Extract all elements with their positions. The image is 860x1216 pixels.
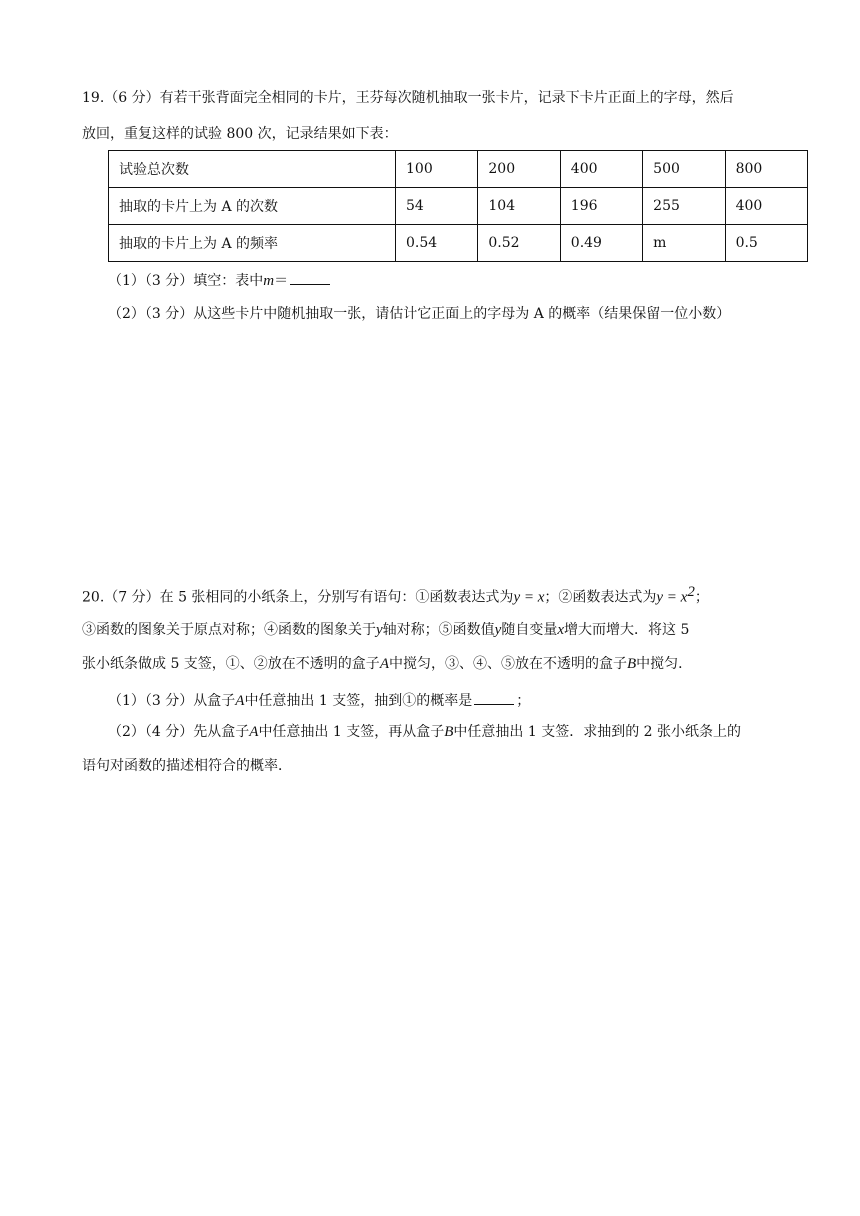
q20-text: 中任意抽出 1 支签．求抽到的 2 张小纸条上的 [453, 724, 742, 740]
q19-sub1-prefix: （1）（3 分）填空：表中 [108, 273, 264, 289]
q20-text: 轴对称；⑤函数值 [382, 622, 495, 638]
table-cell: 255 [643, 188, 725, 225]
var-m: m [263, 273, 275, 289]
q20-text: 随自变量 [501, 622, 558, 638]
q20-text: 中搅匀． [636, 656, 693, 672]
q20-text: （1）（3 分）从盒子 [108, 693, 236, 709]
var-x: x [557, 622, 565, 638]
table-header-cell: 试验总次数 [109, 151, 396, 188]
results-table [108, 150, 808, 262]
table-cell: 196 [560, 188, 642, 225]
q20-text: 20.（7 分）在 5 张相同的小纸条上，分别写有语句：①函数表达式为 [82, 589, 514, 606]
q20-text: ③函数的图象关于原点对称；④函数的图象关于 [82, 622, 376, 638]
q20-line-2 [82, 620, 689, 640]
q20-line-1 [82, 582, 709, 608]
table-row [109, 151, 808, 188]
q20-text: 张小纸条做成 5 支签，①、②放在不透明的盒子 [82, 656, 380, 672]
q20-text: 中任意抽出 1 支签，再从盒子 [258, 724, 445, 740]
answer-blank[interactable] [474, 690, 514, 705]
table-cell: 0.5 [725, 225, 807, 262]
table-row [109, 225, 808, 262]
q19-sub1 [108, 270, 332, 291]
q20-text: ； [694, 589, 709, 606]
box-b-label: B [444, 724, 454, 740]
table-cell: 0.54 [396, 225, 478, 262]
table-cell: 54 [396, 188, 478, 225]
q20-sub2 [108, 722, 741, 742]
box-a-label: A [379, 656, 389, 672]
table-cell: m [643, 225, 725, 262]
table-header-cell: 抽取的卡片上为 A 的次数 [109, 188, 396, 225]
table-cell: 0.52 [478, 225, 560, 262]
q20-text: ； [516, 693, 531, 709]
q20-line-3 [82, 654, 692, 674]
table-cell: 400 [725, 188, 807, 225]
equals-sign: ＝ [274, 273, 289, 289]
q20-line-6: 语句对函数的描述相符合的概率． [82, 758, 292, 774]
table-cell: 200 [478, 151, 560, 188]
q20-text: ；②函数表达式为 [544, 589, 657, 606]
table-cell: 800 [725, 151, 807, 188]
formula-y-equals-x: y = x [513, 589, 545, 606]
q19-line-2: 放回，重复这样的试验 800 次，记录结果如下表： [82, 126, 398, 142]
box-a-label: A [235, 693, 245, 709]
box-b-label: B [626, 656, 637, 672]
table-cell: 400 [560, 151, 642, 188]
table-header-cell: 抽取的卡片上为 A 的频率 [109, 225, 396, 262]
table-cell: 104 [478, 188, 560, 225]
var-y: y [376, 622, 383, 638]
q19-line-1: 19.（6 分）有若干张背面完全相同的卡片，王芬每次随机抽取一张卡片，记录下卡片正面上的字母，然后 [82, 90, 734, 106]
q20-text: 中搅匀，③、④、⑤放在不透明的盒子 [388, 656, 627, 672]
answer-blank[interactable] [290, 270, 330, 285]
formula-y-equals-x-squared: y = x [656, 589, 688, 606]
table-cell: 100 [396, 151, 478, 188]
var-y: y [494, 622, 502, 638]
box-a-label: A [249, 724, 259, 740]
q20-text: 增大而增大．将这 5 [564, 622, 690, 638]
q19-sub2: （2）（3 分）从这些卡片中随机抽取一张，请估计它正面上的字母为 A 的概率（结果保留一位小数） [108, 306, 731, 322]
table-cell: 0.49 [560, 225, 642, 262]
q20-sub1 [108, 690, 530, 711]
table-row [109, 188, 808, 225]
exponent: 2 [687, 584, 695, 600]
table-cell: 500 [643, 151, 725, 188]
q20-text: （2）（4 分）先从盒子 [108, 724, 250, 740]
q20-text: 中任意抽出 1 支签，抽到①的概率是 [244, 693, 473, 709]
